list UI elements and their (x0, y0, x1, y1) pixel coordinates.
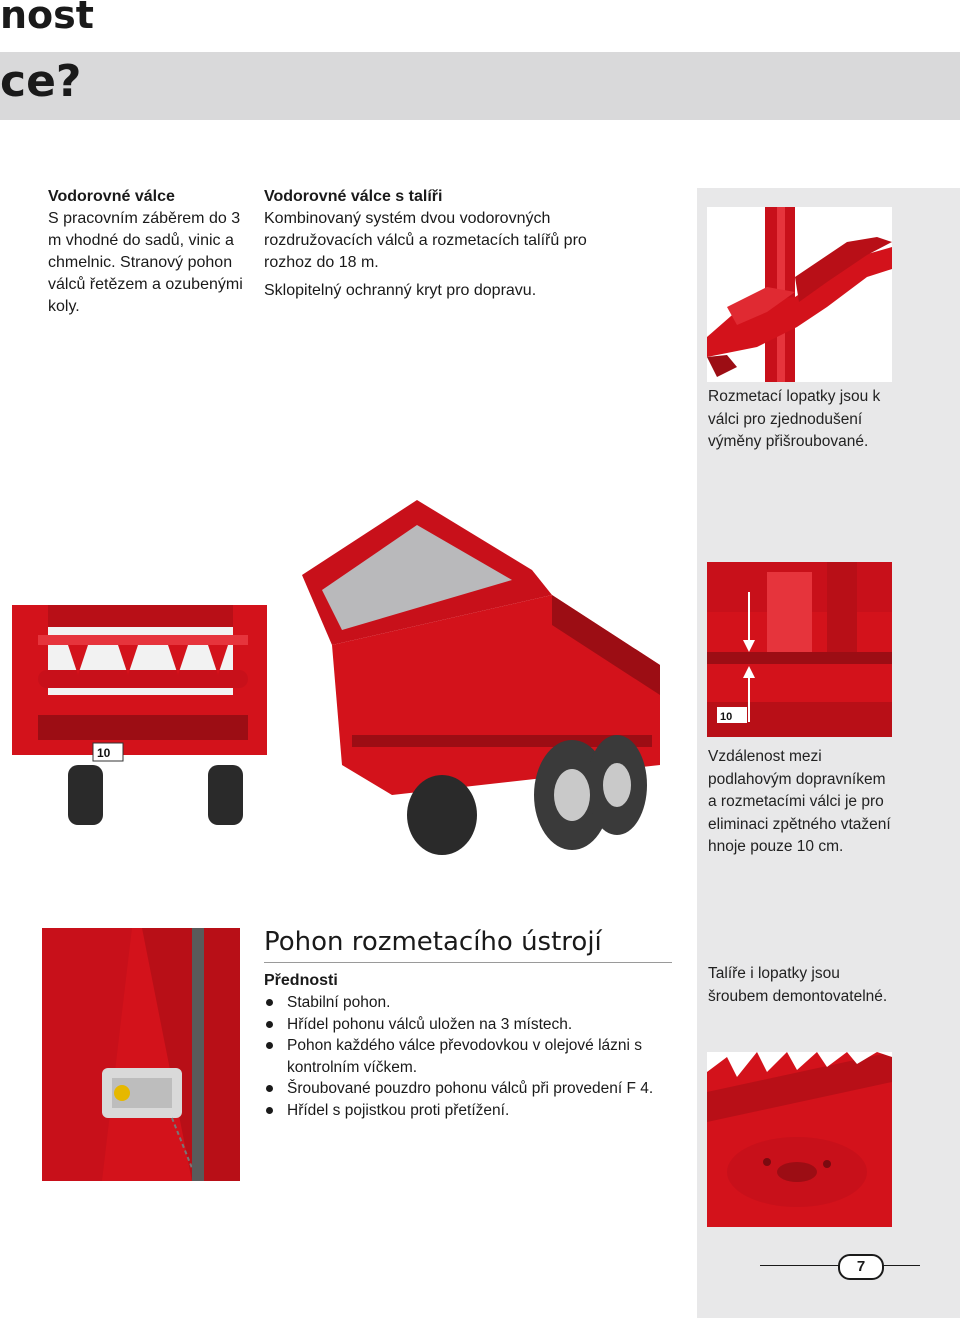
list-item: Hřídel pohonu válců uložen na 3 místech. (264, 1014, 674, 1036)
conveyor-distance-photo (707, 562, 892, 737)
drive-advantages (264, 970, 674, 1121)
list-item: Pohon každého válce převodovkou v olejové lázni s kontrolním víčkem. (264, 1035, 674, 1078)
page-heading-line1: nost (0, 0, 94, 37)
plates-photo (707, 1052, 892, 1227)
rollers-with-plates-title: Vodorovné válce s talíři (264, 188, 443, 205)
horizontal-rollers-block (48, 186, 248, 318)
rollers-with-plates-text: Kombinovaný systém dvou vodorovných rozdružovacích válců a rozmetacích talířů pro rozhoz do 18 m. (264, 210, 587, 271)
drive-section-title: Pohon rozmetacího ústrojí (264, 924, 672, 963)
distance-caption: Vzdálenost mezi podlahovým dopravníkem a rozmetacími válci je pro eliminaci zpětného vtažení hnoje pouze 10 cm. (708, 748, 891, 855)
rear-speed-sign: 10 (97, 746, 111, 760)
drive-detail-photo (42, 928, 240, 1181)
list-item: Šroubované pouzdro pohonu válců při provedení F 4. (264, 1078, 674, 1100)
page-number: 7 (838, 1254, 884, 1280)
list-item: Stabilní pohon. (264, 992, 674, 1014)
heading-band (0, 52, 960, 120)
paddles-caption: Rozmetací lopatky jsou k válci pro zjednodušení výměny přišroubované. (708, 388, 881, 450)
plates-caption: Talíře i lopatky jsou šroubem demontovatelné. (708, 965, 888, 1005)
paddle-roller-photo (707, 207, 892, 382)
spreader-side-photo (272, 495, 660, 857)
spreader-rear-photo (8, 575, 273, 830)
list-item: Hřídel s pojistkou proti přetížení. (264, 1100, 674, 1122)
advantages-heading: Přednosti (264, 972, 338, 989)
distance-speed-sign: 10 (720, 711, 733, 723)
rollers-with-plates-block (264, 186, 624, 302)
protective-cover-note: Sklopitelný ochranný kryt pro dopravu. (264, 282, 537, 299)
horizontal-rollers-text: S pracovním záběrem do 3 m vhodné do sadů, vinic a chmelnic. Stranový pohon válců řetězem a ozubenými koly. (48, 210, 243, 315)
page-heading-line2: ce? (0, 56, 82, 107)
advantages-list (264, 992, 674, 1121)
horizontal-rollers-title: Vodorovné válce (48, 188, 175, 205)
